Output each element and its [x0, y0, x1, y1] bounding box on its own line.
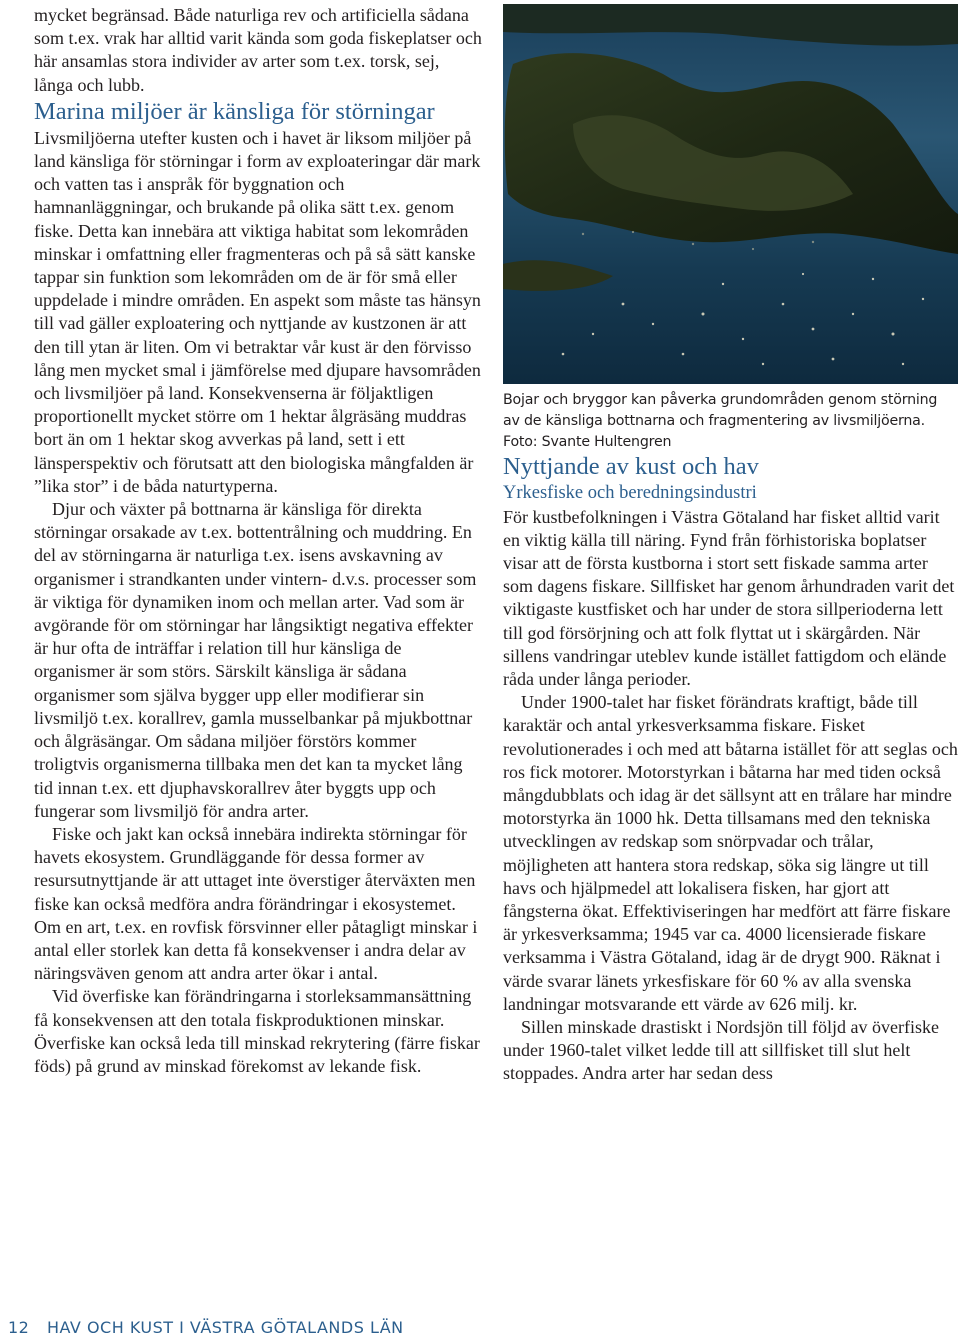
- aerial-photo: [503, 4, 958, 384]
- page-footer: [8, 1318, 404, 1337]
- intro-paragraph: mycket begränsad. Både naturliga rev och artificiella sådana som t.ex. vrak har alltid varit kända som goda fiskeplatser och här ansamlas stora individer av arter som t.ex. torsk, sej, långa och lubb.: [34, 5, 482, 95]
- body-paragraph: Sillen minskade drastiskt i Nordsjön till följd av överfiske under 1960-talet vilket ledde till att sillfisket till slut helt stoppades. Andra arter har sedan dess: [503, 1017, 939, 1084]
- subheading-fishery: Yrkesfiske och beredningsindustri: [503, 483, 757, 504]
- left-column: [34, 4, 482, 1078]
- body-paragraph: Vid överfiske kan förändringarna i storleksammansättning få konsekvensen att den totala fiskproduktionen minskar. Överfiske kan också leda till minskad rekrytering (färre fiskar föds) på grund av minskad förekomst av lekande fisk.: [34, 986, 480, 1076]
- page-number: 12: [8, 1318, 30, 1337]
- body-paragraph: Fiske och jakt kan också innebära indirekta störningar för havets ekosystem. Grundläggande för dessa former av resursutnyttjande är att uttaget inte överstiger återväxten men fiske kan också medföra andra förändringar i ekosystemet. Om en art, t.ex. en rovfisk försvinner eller påtagligt minskar i antal eller storlek kan detta få konsekvenser i andra delar av näringsväven genom att andra arter ökar i antal.: [34, 823, 478, 984]
- right-column: [503, 4, 958, 1086]
- section-heading-marine: Marina miljöer är känsliga för störningar: [34, 97, 435, 125]
- body-paragraph: Under 1900-talet har fisket förändrats kraftigt, både till karaktär och antal yrkesverksamma fiskare. Fisket revolutionerades i och med att båtarna istället för att seglas och ros fick motorer. Motorstyrkan i båtarna har med tiden också mångdubblats och idag är det sällsynt att en trålare har mindre motorstyrka än 1000 hk. Detta tillsamans med den tekniska utvecklingen av redskap som snörpvadar och trålar, möjligheten att hantera stora redskap, söka sig längre ut till havs och hjälpmedel att lokalisera fisken, har gjort att fångsterna ökat. Effektiviseringen har medfört att färre fiskare är yrkesverksamma; 1945 var ca. 4000 licensierade fiskare verksamma i Västra Götaland, idag är de drygt 900. Räknat i värde svarar länets yrkesfiskare för 60 % av alla svenska landningar motsvarande ett värde av 626 milj. kr.: [503, 692, 958, 1014]
- photo-caption: Bojar och bryggor kan påverka grundområden genom störning av de känsliga bottnarna och fragmentering av livsmiljöerna. Foto: Svante Hultengren: [503, 392, 938, 450]
- body-paragraph: Livsmiljöerna utefter kusten och i havet är liksom miljöer på land känsliga för störningar i form av exploateringar där mark och vatten tas i anspråk för byggnation och hamnanläggningar, och brukande på olika sätt t.ex. genom fiske. Detta kan innebära att viktiga habitat som lekområden minskar i omfattning eller fragmenteras och på så sätt kanske tappar sin funktion som lekområden om de är för små eller uppdelade i mindre områden. En aspekt som måste tas hänsyn till vad gäller exploatering och nyttjande av kustzonen är att den till ytan är liten. Om vi betraktar vår kust är den förvisso lång men mycket smal i jämförelse med djupare havsområden och livsmiljöer på land. Konsekvenserna är följaktligen proportionellt mycket större om 1 hektar ålgräsäng muddras bort än om 1 hektar skog avverkas på land, sett i ett länsperspektiv och förutsatt att den biologiska mångfalden är ”lika stor” i de båda naturtyperna.: [34, 127, 481, 496]
- section-heading-usage: Nyttjande av kust och hav: [503, 453, 759, 481]
- body-paragraph: För kustbefolkningen i Västra Götaland har fisket alltid varit en viktig källa till näring. Fynd från förhistoriska boplatser visar att de första kustborna i stort sett fiskade samma arter som dagens fiskare. Sillfisket har genom århundraden varit det viktigaste kustfisket och har under de stora sillperioderna lett till god försörjning och att folk flyttat ut i skärgården. När sillens vandringar uteblev kunde istället fattigdom och elände råda under långa perioder.: [503, 506, 955, 690]
- body-paragraph: Djur och växter på bottnarna är känsliga för direkta störningar orsakade av t.ex. bottentrålning och muddring. En del av störningarna är naturliga t.ex. isens avskavning av organismer i strandkanten under vintern- d.v.s. processer som är viktiga för dynamiken inom och mellan arter. Vad som är avgörande för om störningar har långsiktigt negativa effekter är hur ofta de inträffar i relation till hur känsliga de organismer är som störs. Särskilt känsliga är sådana organismer som själva bygger upp eller modifierar sin livsmiljö t.ex. korallrev, gamla musselbankar på mjukbottnar och ålgräsängar. Om sådana miljöer förstörs kommer troligtvis organismerna tillbaka men det kan ta mycket lång tid innan t.ex. ett djuphavskorallrev åter byggts upp och fungerar som livsmiljö för andra arter.: [34, 499, 477, 821]
- publication-title: HAV OCH KUST I VÄSTRA GÖTALANDS LÄN: [46, 1318, 404, 1337]
